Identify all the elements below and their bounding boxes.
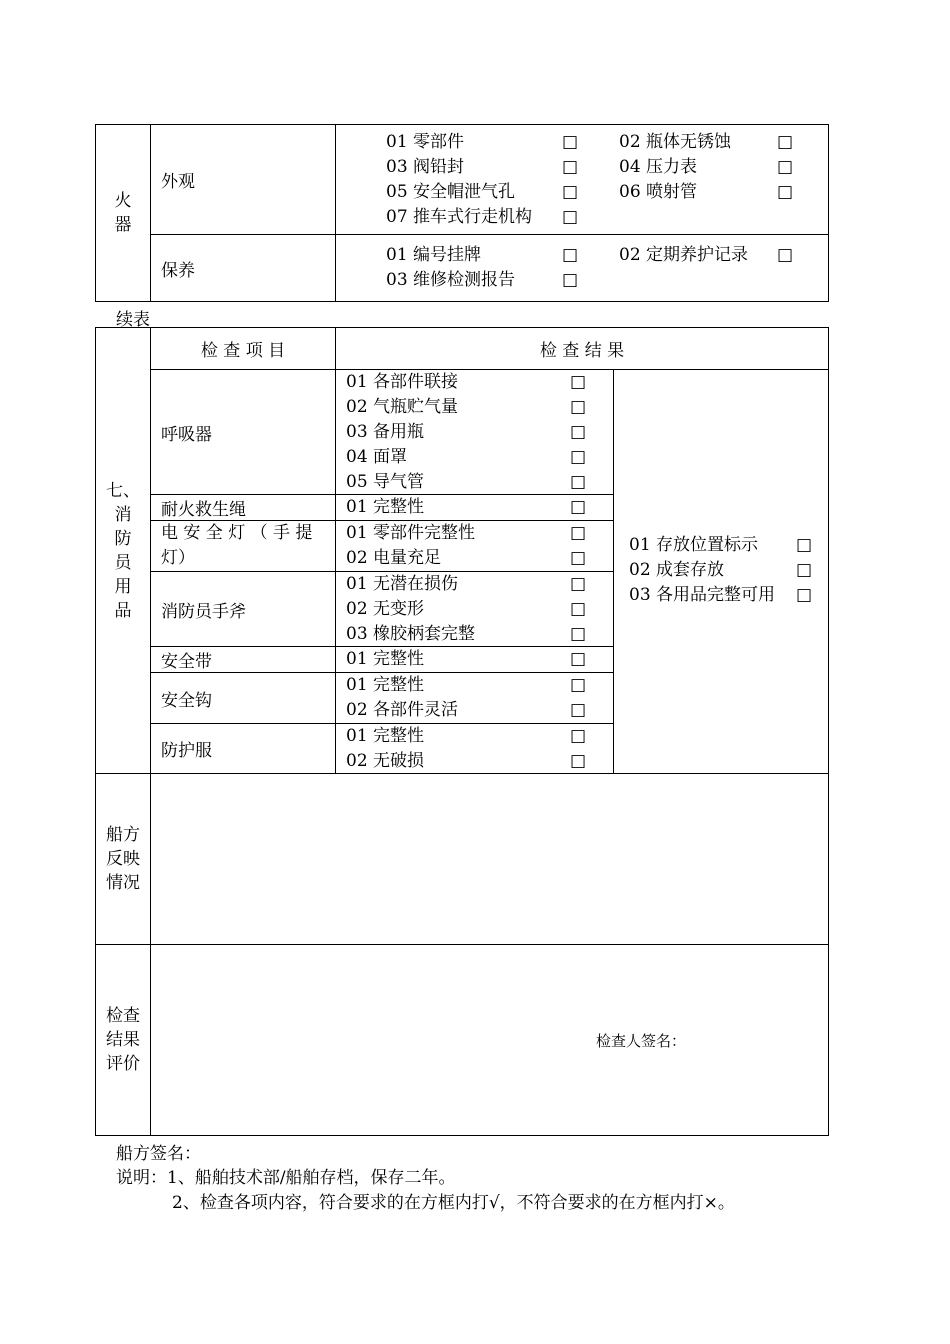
checkbox[interactable]: □ <box>570 372 587 392</box>
checklist-item: 06 喷射管 <box>619 182 698 202</box>
maintenance-right-column <box>619 243 748 268</box>
checkbox[interactable]: □ <box>777 132 794 152</box>
evaluation-label: 检查 结果 评价 <box>96 945 151 1136</box>
row-items <box>336 495 614 521</box>
inspector-signature-label: 检查人签名： <box>596 1032 687 1050</box>
checklist-item: 01 无潜在损伤 <box>346 574 459 594</box>
checklist-item: 01 存放位置标示 <box>629 535 759 555</box>
checklist-item: 01 完整性 <box>346 649 425 669</box>
checklist-item: 02 无变形 <box>346 599 425 619</box>
checklist-item: 01 编号挂牌 <box>386 245 482 265</box>
checkbox[interactable]: □ <box>796 585 813 605</box>
appearance-label: 外观 <box>151 125 336 235</box>
checkbox[interactable]: □ <box>562 132 579 152</box>
checkbox[interactable]: □ <box>796 560 813 580</box>
row-items <box>336 647 614 673</box>
checklist-item: 01 完整性 <box>346 726 425 746</box>
checkbox[interactable]: □ <box>570 649 587 669</box>
checklist-item: 07 推车式行走机构 <box>386 207 533 227</box>
maintenance-left-checkboxes <box>562 243 578 293</box>
checklist-item: 03 备用瓶 <box>346 422 425 442</box>
checklist-item: 04 压力表 <box>619 157 698 177</box>
general-requirements <box>614 370 829 774</box>
ship-signature-label: 船方签名： <box>116 1144 201 1164</box>
checkbox[interactable]: □ <box>562 157 579 177</box>
checkbox[interactable]: □ <box>777 245 794 265</box>
row-items <box>336 521 614 572</box>
checklist-item: 02 成套存放 <box>629 560 725 580</box>
appearance-left-checkboxes <box>562 130 578 230</box>
row-label-breathing-apparatus: 呼吸器 <box>151 370 336 495</box>
row-label-axe: 消防员手斧 <box>151 572 336 647</box>
row-items <box>336 724 614 774</box>
feedback-field[interactable] <box>151 774 829 945</box>
checkbox[interactable]: □ <box>570 422 587 442</box>
row-label-protective-suit: 防护服 <box>151 724 336 774</box>
checklist-item: 03 橡胶柄套完整 <box>346 624 476 644</box>
checkbox[interactable]: □ <box>570 472 587 492</box>
checklist-item: 01 零部件 <box>386 132 465 152</box>
section-label: 七、 消 防 员 用 品 <box>96 328 151 774</box>
row-label-safety-lamp: 电 安 全 灯 （ 手 提 灯） <box>151 521 336 572</box>
checkbox[interactable]: □ <box>570 599 587 619</box>
header-inspection-item: 检 查 项 目 <box>151 328 336 370</box>
row-items <box>336 673 614 724</box>
header-inspection-result: 检 查 结 果 <box>336 328 829 370</box>
checkbox[interactable]: □ <box>796 535 813 555</box>
checkbox[interactable]: □ <box>570 497 587 517</box>
checklist-item: 01 各部件联接 <box>346 372 459 392</box>
evaluation-field[interactable] <box>151 945 829 1136</box>
firefighter-equipment-table <box>95 327 829 1136</box>
checklist-item: 01 完整性 <box>346 675 425 695</box>
maintenance-label: 保养 <box>151 235 336 302</box>
checkbox[interactable]: □ <box>570 726 587 746</box>
checkbox[interactable]: □ <box>570 675 587 695</box>
row-label-lifeline: 耐火救生绳 <box>151 495 336 521</box>
checklist-item: 03 阀铅封 <box>386 157 465 177</box>
checklist-item: 01 零部件完整性 <box>346 523 476 543</box>
note-2: 2、检查各项内容，符合要求的在方框内打√，不符合要求的在方框内打×。 <box>172 1193 735 1213</box>
checklist-item: 01 完整性 <box>346 497 425 517</box>
checklist-item: 02 瓶体无锈蚀 <box>619 132 732 152</box>
checklist-item: 05 导气管 <box>346 472 425 492</box>
appearance-right-checkboxes <box>777 130 793 205</box>
maintenance-left-column <box>386 243 515 293</box>
checkbox[interactable]: □ <box>777 157 794 177</box>
feedback-label: 船方 反映 情况 <box>96 774 151 945</box>
fire-side-label: 火 器 <box>96 125 151 302</box>
checklist-item: 04 面罩 <box>346 447 408 467</box>
checkbox[interactable]: □ <box>777 182 794 202</box>
checklist-item: 02 各部件灵活 <box>346 700 459 720</box>
maintenance-right-checkboxes <box>777 243 793 268</box>
checkbox[interactable]: □ <box>570 548 587 568</box>
checkbox[interactable]: □ <box>570 447 587 467</box>
checklist-item: 05 安全帽泄气孔 <box>386 182 516 202</box>
row-items <box>336 370 614 495</box>
row-items <box>336 572 614 647</box>
note-1: 说明：1、船舶技术部/船舶存档，保存二年。 <box>116 1168 456 1188</box>
checklist-item: 02 电量充足 <box>346 548 442 568</box>
checkbox[interactable]: □ <box>570 523 587 543</box>
checkbox[interactable]: □ <box>570 397 587 417</box>
checklist-item: 03 维修检测报告 <box>386 270 516 290</box>
checklist-item: 02 定期养护记录 <box>619 245 749 265</box>
appearance-left-column <box>386 130 532 230</box>
appearance-right-column <box>619 130 731 205</box>
checkbox[interactable]: □ <box>562 207 579 227</box>
checkbox[interactable]: □ <box>570 624 587 644</box>
checkbox[interactable]: □ <box>570 700 587 720</box>
checkbox[interactable]: □ <box>562 245 579 265</box>
checkbox[interactable]: □ <box>570 751 587 771</box>
checklist-item: 03 各用品完整可用 <box>629 585 776 605</box>
checklist-item: 02 气瓶贮气量 <box>346 397 459 417</box>
row-label-safety-hook: 安全钩 <box>151 673 336 724</box>
checkbox[interactable]: □ <box>562 182 579 202</box>
checkbox[interactable]: □ <box>570 574 587 594</box>
checkbox[interactable]: □ <box>562 270 579 290</box>
continued-label: 续表 <box>116 310 150 330</box>
checklist-item: 02 无破损 <box>346 751 425 771</box>
row-label-safety-belt: 安全带 <box>151 647 336 673</box>
